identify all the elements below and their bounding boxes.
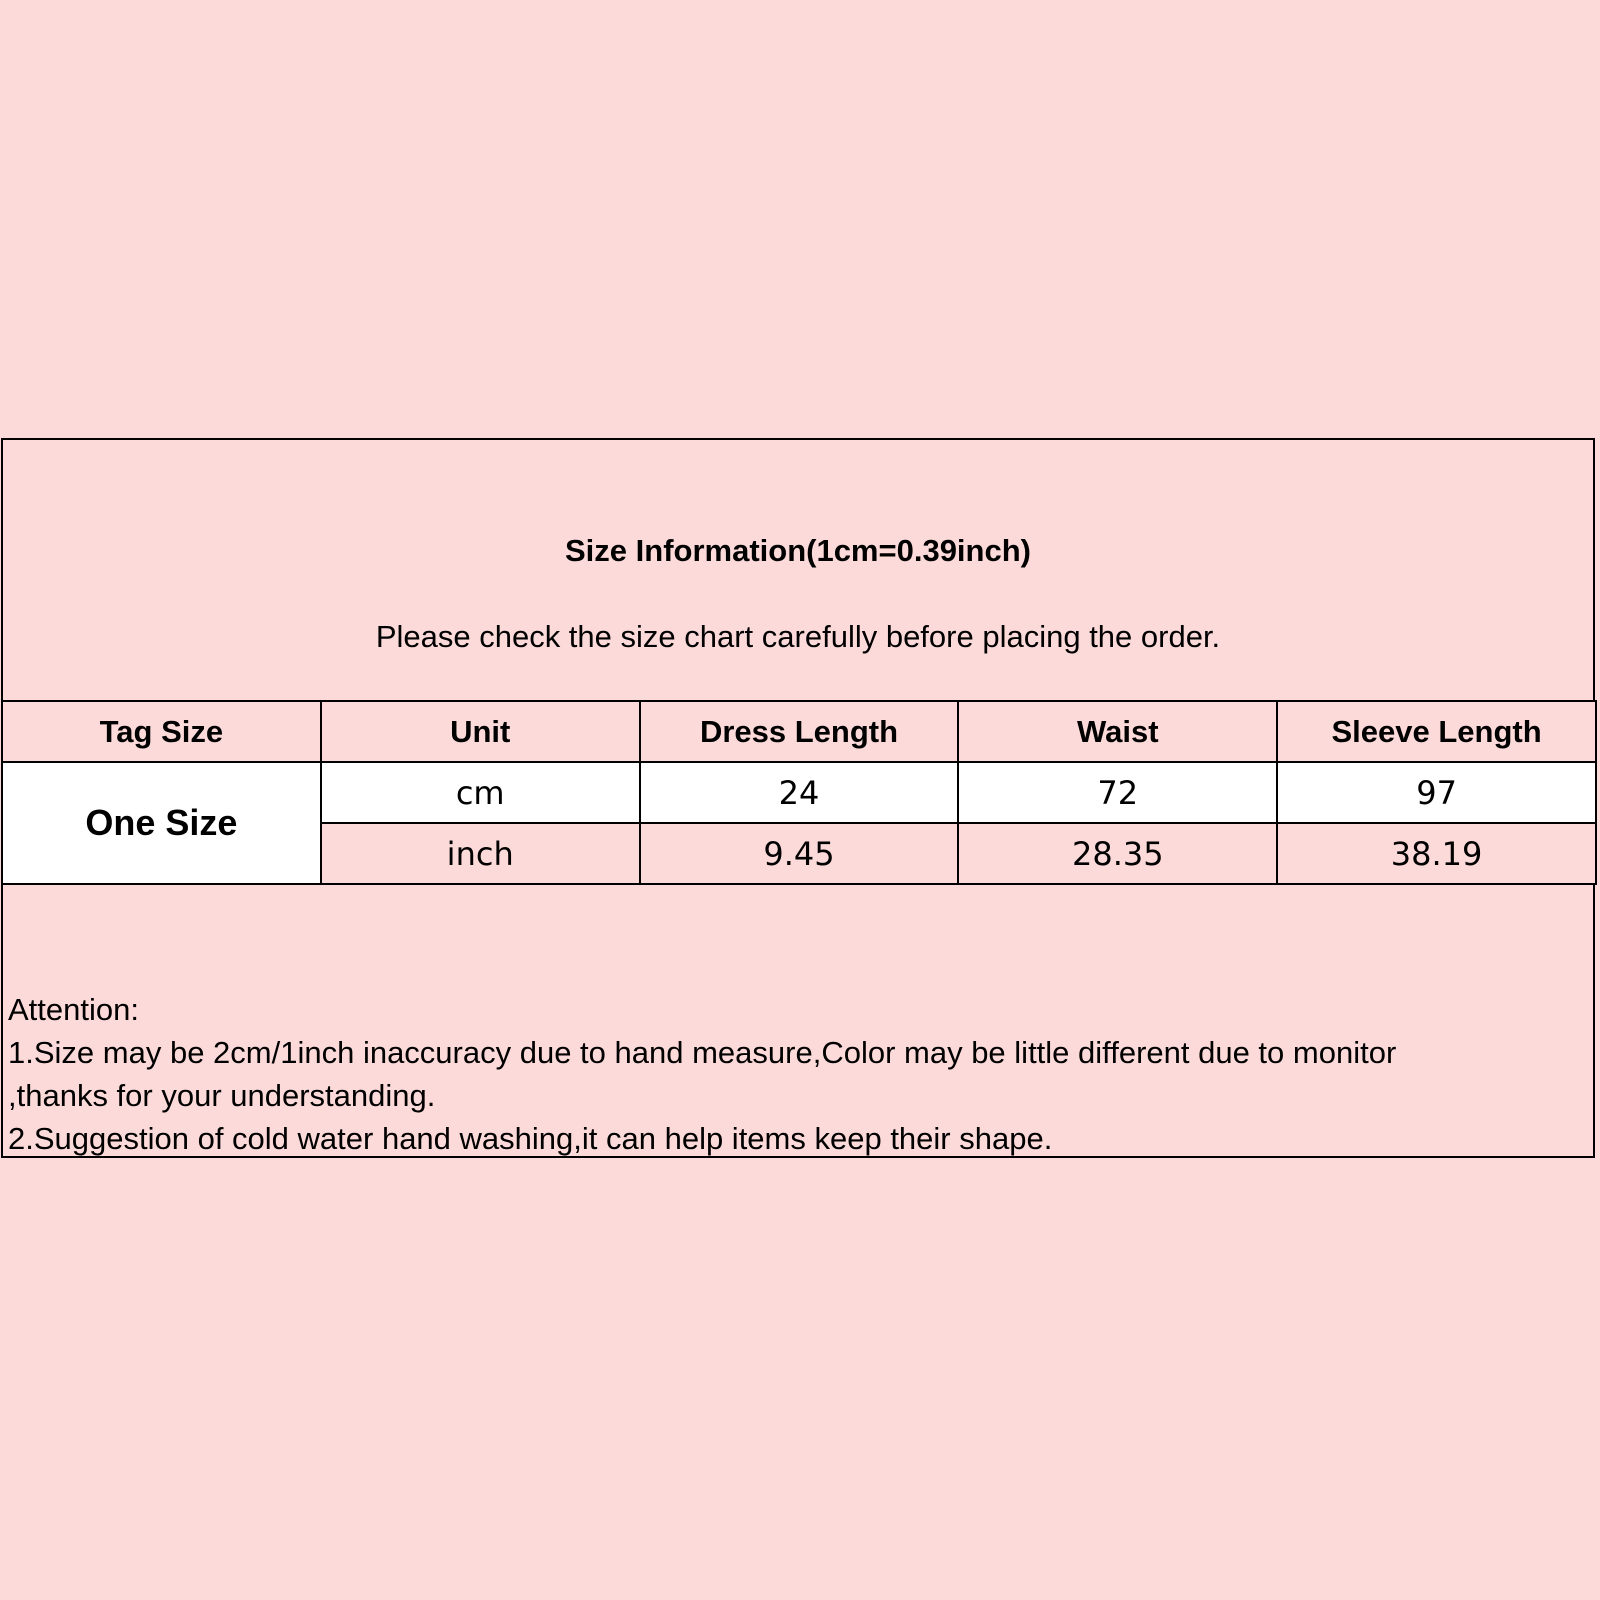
table-row [2, 762, 1596, 823]
unit-cell: inch [321, 823, 640, 884]
waist-cell: 72 [958, 762, 1277, 823]
size-info-title: Size Information(1cm=0.39inch) [565, 533, 1031, 568]
unit-cell: cm [321, 762, 640, 823]
column-header-tag-size: Tag Size [2, 701, 321, 762]
attention-line-2: ,thanks for your understanding. [8, 1078, 436, 1113]
attention-line-1: 1.Size may be 2cm/1inch inaccuracy due to hand measure,Color may be little different due to monitor [8, 1035, 1397, 1070]
table-header-row [2, 701, 1596, 762]
column-header-sleeve-length: Sleeve Length [1277, 701, 1596, 762]
sleeve-length-cell: 97 [1277, 762, 1596, 823]
column-header-unit: Unit [321, 701, 640, 762]
column-header-dress-length: Dress Length [640, 701, 959, 762]
waist-cell: 28.35 [958, 823, 1277, 884]
size-info-subtitle: Please check the size chart carefully before placing the order. [375, 619, 1221, 654]
attention-heading: Attention: [8, 992, 139, 1027]
tag-size-cell: One Size [2, 762, 321, 884]
dress-length-cell: 24 [640, 762, 959, 823]
sleeve-length-cell: 38.19 [1277, 823, 1596, 884]
attention-line-3: 2.Suggestion of cold water hand washing,it can help items keep their shape. [8, 1121, 1053, 1156]
size-table [1, 700, 1597, 885]
size-chart-card [1, 438, 1595, 1158]
dress-length-cell: 9.45 [640, 823, 959, 884]
column-header-waist: Waist [958, 701, 1277, 762]
attention-notes [8, 988, 1396, 1160]
